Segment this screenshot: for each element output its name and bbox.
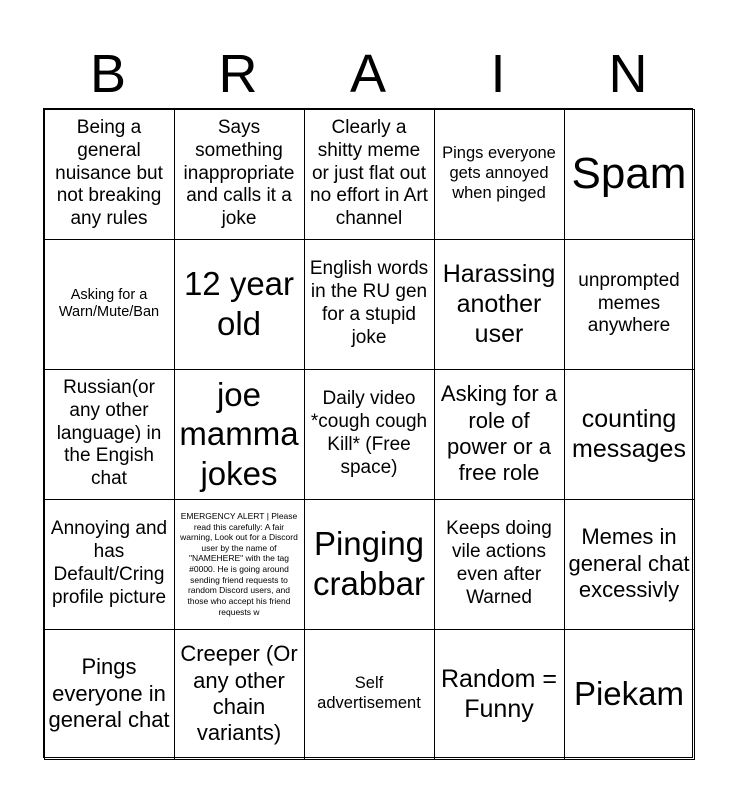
bingo-cell: counting messages	[564, 369, 695, 500]
bingo-cell: Spam	[564, 109, 695, 240]
bingo-cell: Pings everyone in general chat	[44, 629, 175, 760]
bingo-cell: Pinging crabbar	[304, 499, 435, 630]
bingo-cell: EMERGENCY ALERT | Please read this carefully: A fair warning, Look out for a Discord user by the name of "NAMEHERE" with the tag #0000. He is going around sending friend requests to random Discord users, and those who accept his friend requests w	[174, 499, 305, 630]
bingo-cell: Says something inappropriate and calls it a joke	[174, 109, 305, 240]
bingo-cell: English words in the RU gen for a stupid joke	[304, 239, 435, 370]
bingo-cell: Memes in general chat excessivly	[564, 499, 695, 630]
bingo-cell: Being a general nuisance but not breaking any rules	[44, 109, 175, 240]
bingo-cell: Annoying and has Default/Cring profile picture	[44, 499, 175, 630]
bingo-cell: Creeper (Or any other chain variants)	[174, 629, 305, 760]
bingo-cell: Pings everyone gets annoyed when pinged	[434, 109, 565, 240]
bingo-header	[43, 40, 693, 108]
header-letter-b: B	[89, 44, 127, 104]
bingo-cell: Self advertisement	[304, 629, 435, 760]
header-letter-i: I	[490, 44, 506, 104]
bingo-cell: 12 year old	[174, 239, 305, 370]
bingo-cell: Asking for a role of power or a free role	[434, 369, 565, 500]
bingo-cell: Random = Funny	[434, 629, 565, 760]
bingo-cell: Piekam	[564, 629, 695, 760]
header-letter-r: R	[218, 44, 258, 104]
bingo-cell: Russian(or any other language) in the Engish chat	[44, 369, 175, 500]
bingo-cell: Clearly a shitty meme or just flat out no effort in Art channel	[304, 109, 435, 240]
bingo-cell: Daily video *cough cough Kill* (Free space)	[304, 369, 435, 500]
bingo-cell: Harassing another user	[434, 239, 565, 370]
bingo-cell: unprompted memes anywhere	[564, 239, 695, 370]
bingo-board	[43, 108, 693, 758]
bingo-cell: joe mamma jokes	[174, 369, 305, 500]
header-letter-n: N	[608, 44, 648, 104]
bingo-cell: Asking for a Warn/Mute/Ban	[44, 239, 175, 370]
bingo-cell: Keeps doing vile actions even after Warned	[434, 499, 565, 630]
header-letter-a: A	[349, 44, 387, 104]
